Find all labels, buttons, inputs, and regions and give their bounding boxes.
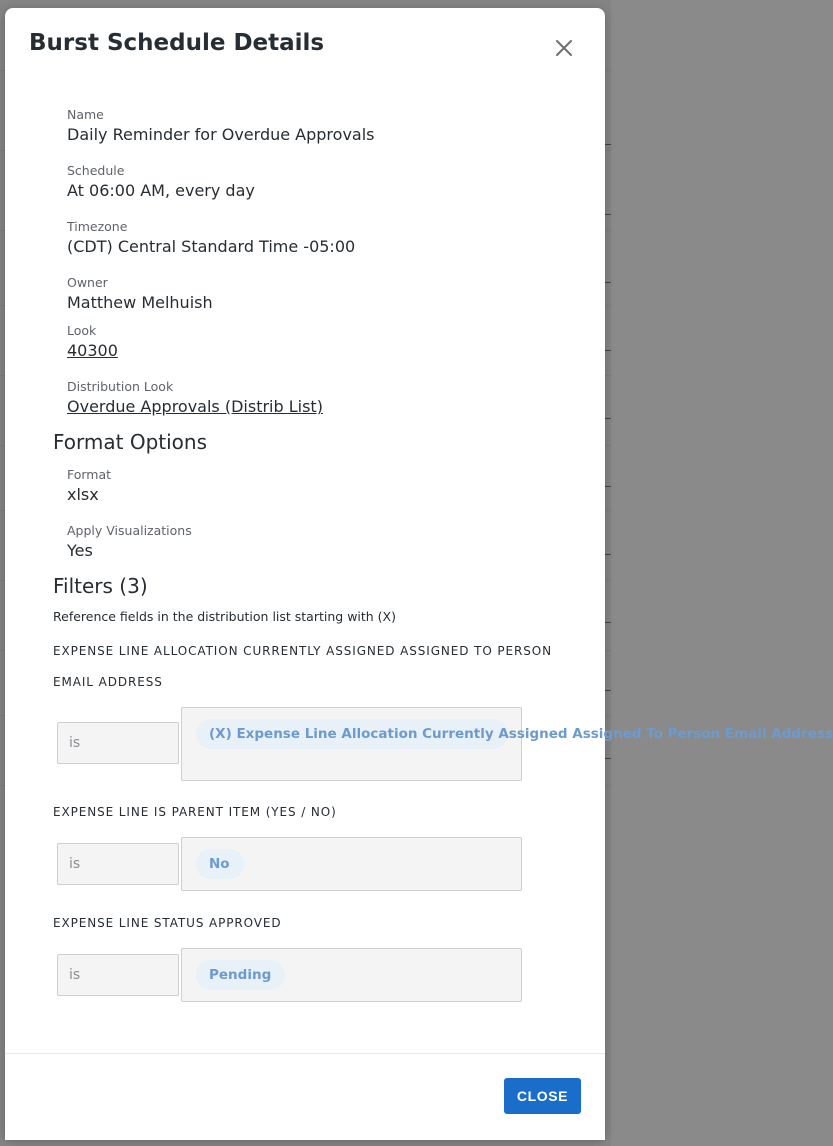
name-value: Daily Reminder for Overdue Approvals xyxy=(67,125,375,144)
owner-label: Owner xyxy=(67,275,108,290)
name-label: Name xyxy=(67,107,104,122)
close-button[interactable]: CLOSE xyxy=(504,1078,581,1114)
filter-field-name: EXPENSE LINE STATUS APPROVED xyxy=(53,916,282,930)
burst-schedule-dialog xyxy=(5,8,833,1139)
timezone-label: Timezone xyxy=(67,219,128,234)
distribution-look-link[interactable]: Overdue Approvals (Distrib List) xyxy=(67,397,323,416)
filter-operator-field: is xyxy=(57,722,179,764)
filter-field-name: EXPENSE LINE ALLOCATION CURRENTLY ASSIGNED ASSIGNED TO PERSON xyxy=(53,644,553,658)
apply-visualizations-value: Yes xyxy=(67,541,93,560)
filter-value-field xyxy=(181,948,522,1002)
filter-value-field xyxy=(181,837,522,891)
format-value: xlsx xyxy=(67,485,99,504)
filters-heading: Filters (3) xyxy=(53,574,148,598)
close-icon[interactable] xyxy=(552,36,576,60)
filter-value-chip: No xyxy=(196,849,244,879)
filter-field-name: EXPENSE LINE IS PARENT ITEM (YES / NO) xyxy=(53,805,337,819)
schedule-label: Schedule xyxy=(67,163,125,178)
close-icon-glyph xyxy=(552,36,576,60)
filter-value-chip: Pending xyxy=(196,960,285,990)
filter-operator-field: is xyxy=(57,843,179,885)
look-link[interactable]: 40300 xyxy=(67,341,118,360)
format-label: Format xyxy=(67,467,112,482)
format-options-heading: Format Options xyxy=(53,430,208,454)
distribution-look-label: Distribution Look xyxy=(67,379,174,394)
timezone-value: (CDT) Central Standard Time -05:00 xyxy=(67,237,356,256)
dialog-title: Burst Schedule Details xyxy=(29,30,325,56)
dialog-footer xyxy=(5,1053,605,1140)
filter-field-name-continued: EMAIL ADDRESS xyxy=(53,675,163,689)
filter-value-field xyxy=(181,707,833,781)
owner-value: Matthew Melhuish xyxy=(67,293,213,312)
filters-note: Reference fields in the distribution list starting with (X) xyxy=(53,609,396,624)
filter-operator-field: is xyxy=(57,954,179,996)
schedule-value: At 06:00 AM, every day xyxy=(67,181,255,200)
apply-visualizations-label: Apply Visualizations xyxy=(67,523,192,538)
filter-value-chip: (X) Expense Line Allocation Currently Assigned Assigned To Person Email Address xyxy=(196,719,508,749)
look-label: Look xyxy=(67,323,97,338)
